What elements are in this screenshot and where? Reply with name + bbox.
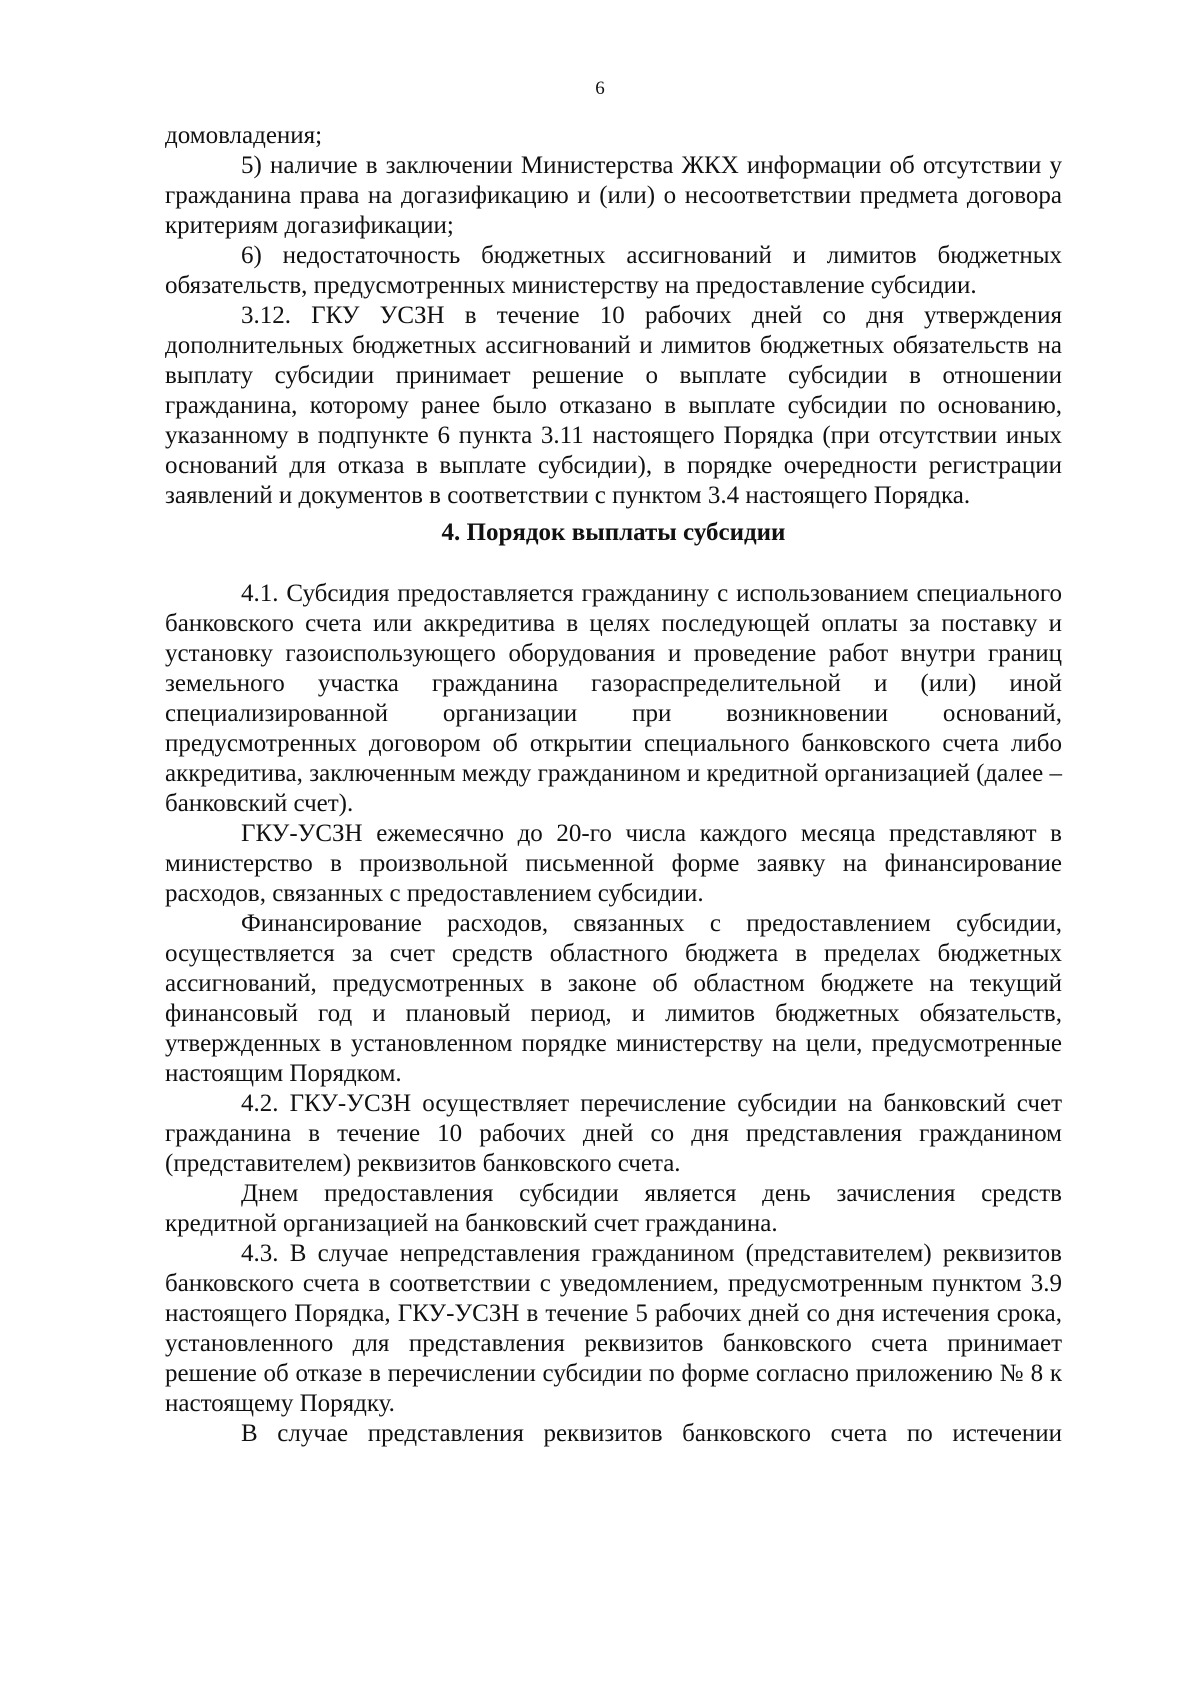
paragraph-subsidy-date: Днем предоставления субсидии является день зачисления средств кредитной организацией на банковский счет гражданина. [165, 1180, 1062, 1237]
paragraph-4-3: 4.3. В случае непредставления гражданином (представителем) реквизитов банковского счета в соответствии с уведомлением, предусмотренным пунктом 3.9 настоящего Порядка, ГКУ-УСЗН в течение 5 рабочих дней со дня истечения срока, установленного для представления реквизитов банковского счета принимает решение об отказе в перечислении субсидии по форме согласно приложению № 8 к настоящему Порядку. [165, 1240, 1062, 1417]
paragraph-continuation: домовладения; [165, 122, 323, 149]
section-heading: 4. Порядок выплаты субсидии [441, 519, 786, 546]
paragraph-application: ГКУ-УСЗН ежемесячно до 20-го числа каждого месяца представляют в министерство в произвольной письменной форме заявку на финансирование расходов, связанных с предоставлением субсидии. [165, 820, 1062, 907]
paragraph-4-2: 4.2. ГКУ-УСЗН осуществляет перечисление субсидии на банковский счет гражданина в течение 10 рабочих дней со дня представления гражданином (представителем) реквизитов банковского счета. [165, 1090, 1062, 1177]
paragraph-item-5: 5) наличие в заключении Министерства ЖКХ информации об отсутствии у гражданина права на догазификацию и (или) о несоответствии предмета договора критериям догазификации; [165, 152, 1062, 239]
paragraph-3-12: 3.12. ГКУ УСЗН в течение 10 рабочих дней со дня утверждения дополнительных бюджетных ассигнований и лимитов бюджетных обязательств на выплату субсидии принимает решение о выплате субсидии в отношении гражданина, которому ранее было отказано в выплате субсидии по основанию, указанному в подпункте 6 пункта 3.11 настоящего Порядка (при отсутствии иных оснований для отказа в выплате субсидии), в порядке очередности регистрации заявлений и документов в соответствии с пунктом 3.4 настоящего Порядка. [165, 302, 1062, 509]
document-body [165, 121, 1062, 1449]
paragraph-item-6: 6) недостаточность бюджетных ассигнований и лимитов бюджетных обязательств, предусмотренных министерству на предоставление субсидии. [165, 242, 1062, 299]
paragraph-4-1: 4.1. Субсидия предоставляется гражданину с использованием специального банковского счета или аккредитива в целях последующей оплаты за поставку и установку газоиспользующего оборудования и проведение работ внутри границ земельного участка гражданина газораспределительной и (или) иной специализированной организации при возникновении оснований, предусмотренных договором об открытии специального банковского счета либо аккредитива, заключенным между гражданином и кредитной организацией (далее – банковский счет). [165, 580, 1062, 817]
page-number: 6 [595, 78, 605, 99]
paragraph-continued: В случае представления реквизитов банковского счета по истечении [241, 1420, 1062, 1447]
paragraph-financing: Финансирование расходов, связанных с предоставлением субсидии, осуществляется за счет средств областного бюджета в пределах бюджетных ассигнований, предусмотренных в законе об областном бюджете на текущий финансовый год и плановый период, и лимитов бюджетных обязательств, утвержденных в установленном порядке министерству на цели, предусмотренные настоящим Порядком. [165, 910, 1062, 1087]
